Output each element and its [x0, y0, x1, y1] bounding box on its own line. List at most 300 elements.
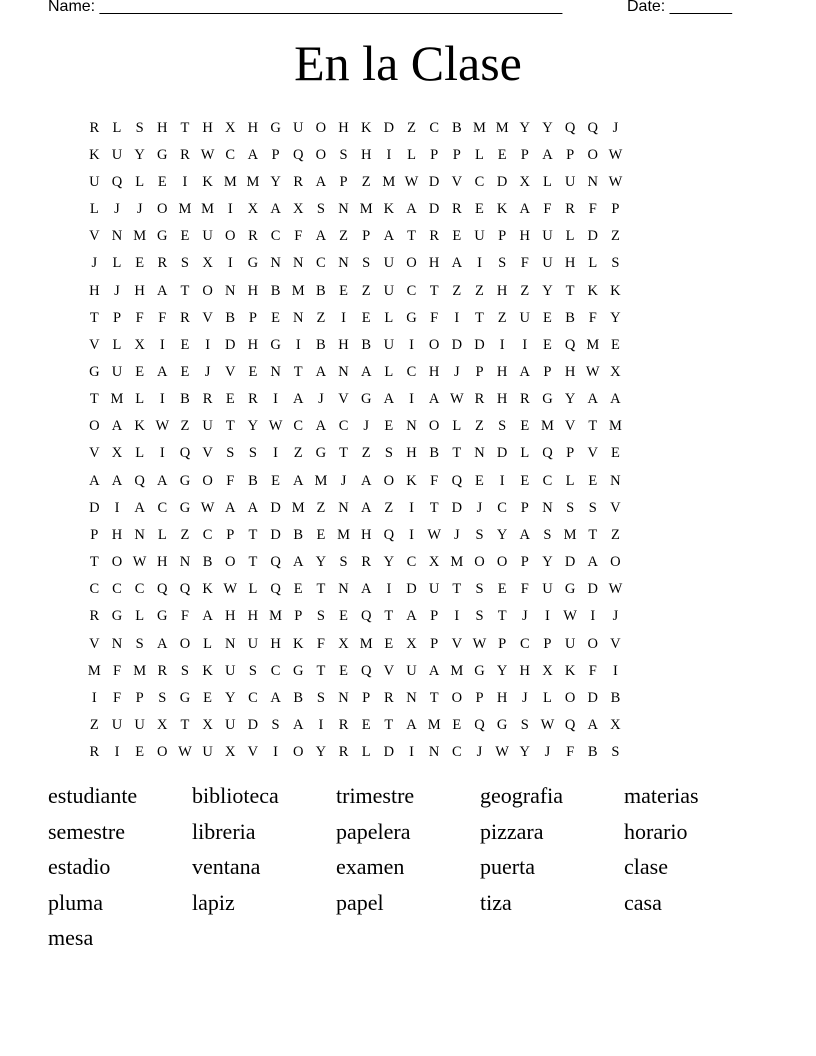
grid-letter: N	[338, 255, 349, 272]
grid-letter: A	[428, 391, 440, 408]
grid-letter: F	[588, 662, 597, 679]
page-title: En la Clase	[294, 35, 522, 91]
grid-letter: U	[564, 173, 576, 190]
grid-letter: J	[318, 391, 324, 408]
grid-letter: Q	[474, 717, 485, 734]
grid-letter: C	[542, 472, 553, 489]
grid-letter: X	[542, 662, 553, 679]
grid-letter: L	[565, 472, 575, 489]
grid-letter: T	[293, 363, 303, 380]
grid-letter: B	[361, 336, 372, 353]
grid-letter: E	[610, 445, 620, 462]
grid-letter: M	[608, 418, 622, 435]
grid-letter: Q	[564, 336, 576, 353]
grid-letter: M	[178, 201, 192, 218]
grid-letter: E	[361, 309, 371, 326]
grid-letter: E	[452, 228, 462, 245]
grid-letter: I	[159, 391, 165, 408]
grid-letter: P	[248, 309, 257, 326]
grid-letter: D	[383, 744, 395, 761]
grid-letter: P	[294, 608, 303, 625]
grid-letter: G	[157, 228, 168, 245]
word-list-item: casa	[624, 889, 662, 915]
grid-letter: J	[476, 499, 483, 516]
grid-letter: U	[225, 717, 236, 734]
word-list-item: puerta	[480, 854, 535, 880]
grid-letter: Q	[542, 445, 553, 462]
grid-letter: O	[157, 201, 168, 218]
grid-letter: M	[450, 554, 464, 571]
grid-letter: S	[611, 255, 620, 272]
grid-letter: P	[498, 228, 507, 245]
grid-letter: S	[543, 526, 552, 543]
grid-letter: M	[314, 472, 328, 489]
grid-letter: I	[454, 309, 460, 326]
grid-letter: T	[225, 418, 235, 435]
word-list-item: papelera	[336, 818, 411, 844]
grid-letter: S	[498, 255, 507, 272]
grid-letter: H	[225, 608, 236, 625]
grid-letter: O	[428, 336, 440, 353]
grid-letter: J	[363, 418, 370, 435]
grid-letter: L	[384, 363, 394, 380]
grid-letter: I	[273, 445, 278, 462]
grid-letter: U	[519, 309, 531, 326]
grid-letter: D	[496, 173, 508, 190]
grid-letter: T	[429, 689, 439, 706]
grid-letter: X	[111, 445, 123, 462]
grid-letter: V	[202, 309, 213, 326]
grid-letter: A	[292, 391, 304, 408]
grid-letter: A	[406, 717, 417, 734]
word-list-item: trimestre	[336, 783, 415, 808]
grid-letter: A	[383, 391, 395, 408]
grid-letter: A	[292, 554, 304, 571]
grid-letter: G	[89, 363, 100, 380]
grid-row	[83, 467, 627, 494]
grid-letter: C	[497, 499, 507, 516]
grid-letter: F	[316, 635, 325, 652]
grid-letter: M	[382, 173, 396, 190]
grid-letter: P	[430, 608, 439, 625]
grid-letter: X	[202, 717, 213, 734]
grid-letter: U	[564, 635, 576, 652]
grid-letter: M	[269, 608, 283, 625]
grid-letter: N	[270, 255, 281, 272]
grid-letter: B	[451, 119, 462, 136]
grid-row	[83, 304, 627, 331]
grid-letter: E	[610, 336, 620, 353]
grid-letter: A	[247, 499, 259, 516]
grid-letter: H	[157, 119, 168, 136]
grid-letter: G	[157, 146, 168, 163]
grid-letter: T	[497, 608, 507, 625]
grid-letter: Q	[360, 608, 372, 625]
grid-letter: Q	[179, 581, 191, 598]
grid-letter: D	[89, 499, 100, 516]
grid-letter: L	[135, 391, 145, 408]
grid-letter: A	[519, 526, 531, 543]
grid-letter: U	[542, 581, 553, 598]
grid-letter: L	[565, 228, 575, 245]
grid-letter: H	[564, 363, 576, 380]
grid-letter: C	[202, 526, 213, 543]
grid-letter: U	[474, 228, 485, 245]
grid-letter: R	[451, 201, 462, 218]
grid-letter: G	[315, 445, 327, 462]
grid-letter: L	[112, 336, 122, 353]
grid-letter: D	[383, 119, 395, 136]
grid-letter: G	[474, 662, 485, 679]
grid-letter: L	[112, 119, 122, 136]
grid-letter: S	[566, 499, 575, 516]
grid-letter: O	[315, 119, 327, 136]
grid-letter: N	[406, 689, 417, 706]
grid-letter: A	[428, 662, 440, 679]
grid-letter: I	[454, 608, 460, 625]
grid-letter: M	[563, 526, 577, 543]
grid-letter: F	[520, 581, 529, 598]
grid-letter: O	[225, 228, 236, 245]
grid-letter: N	[134, 526, 145, 543]
grid-letter: C	[89, 581, 100, 598]
grid-letter: K	[202, 173, 213, 190]
grid-letter: W	[155, 418, 170, 435]
grid-letter: H	[406, 445, 417, 462]
grid-letter: Q	[587, 119, 598, 136]
grid-row	[83, 223, 627, 250]
grid-letter: B	[316, 282, 326, 299]
grid-letter: J	[521, 608, 528, 625]
grid-letter: H	[270, 635, 281, 652]
grid-letter: C	[225, 146, 236, 163]
grid-letter: E	[384, 635, 394, 652]
header	[0, 0, 816, 20]
grid-letter: E	[293, 581, 303, 598]
grid-letter: H	[496, 689, 508, 706]
grid-letter: B	[316, 336, 326, 353]
grid-letter: S	[316, 689, 325, 706]
grid-letter: I	[545, 608, 550, 625]
grid-letter: O	[179, 635, 191, 652]
grid-letter: C	[270, 662, 281, 679]
grid-letter: A	[134, 499, 145, 516]
grid-letter: X	[406, 635, 417, 652]
word-list-item: pluma	[48, 889, 103, 915]
grid-row	[83, 630, 627, 657]
grid-letter: R	[338, 744, 349, 761]
grid-row	[83, 576, 627, 603]
word-list-item: biblioteca	[192, 783, 279, 808]
word-list-item: libreria	[192, 818, 256, 844]
grid-letter: N	[542, 499, 553, 516]
grid-letter: I	[409, 391, 414, 408]
word-list-item: semestre	[48, 818, 125, 844]
grid-letter: S	[271, 717, 280, 734]
grid-letter: M	[495, 119, 509, 136]
grid-letter: A	[292, 717, 304, 734]
grid-letter: B	[565, 309, 575, 326]
grid-letter: K	[383, 201, 395, 218]
grid-letter: O	[111, 554, 123, 571]
grid-letter: S	[611, 744, 620, 761]
grid-letter: V	[383, 662, 395, 679]
grid-letter: B	[587, 744, 598, 761]
grid-letter: M	[541, 418, 554, 435]
grid-letter: Z	[361, 445, 371, 462]
grid-letter: O	[428, 418, 440, 435]
grid-letter: N	[292, 255, 304, 272]
grid-letter: S	[135, 635, 144, 652]
grid-letter: E	[543, 336, 552, 353]
grid-letter: F	[135, 309, 144, 326]
grid-letter: E	[316, 526, 326, 543]
grid-letter: E	[475, 472, 484, 489]
grid-letter: N	[111, 635, 123, 652]
grid-letter: U	[292, 119, 304, 136]
word-list-item: horario	[624, 818, 688, 844]
grid-letter: A	[451, 255, 463, 272]
grid-letter: R	[180, 146, 190, 163]
grid-letter: A	[157, 282, 168, 299]
grid-letter: M	[110, 391, 124, 408]
grid-letter: L	[89, 201, 99, 218]
grid-letter: S	[248, 445, 257, 462]
word-list-item: examen	[336, 854, 405, 880]
word-list-item: ventana	[192, 854, 261, 880]
grid-letter: E	[384, 418, 394, 435]
grid-letter: R	[157, 255, 168, 272]
grid-row	[83, 168, 627, 195]
grid-letter: I	[295, 336, 301, 353]
grid-letter: T	[316, 581, 326, 598]
grid-letter: C	[248, 689, 258, 706]
grid-row	[83, 331, 627, 358]
grid-letter: M	[201, 201, 215, 218]
grid-letter: W	[200, 499, 215, 516]
grid-letter: C	[519, 635, 530, 652]
word-list-item: materias	[624, 783, 699, 808]
grid-letter: M	[359, 201, 373, 218]
grid-letter: G	[179, 472, 191, 489]
grid-letter: T	[565, 282, 575, 299]
grid-letter: J	[612, 119, 619, 136]
grid-letter: A	[247, 146, 259, 163]
grid-letter: U	[134, 717, 145, 734]
grid-letter: F	[520, 255, 529, 272]
grid-letter: L	[543, 689, 552, 706]
grid-row	[83, 413, 627, 440]
grid-letter: W	[427, 526, 442, 543]
grid-letter: M	[87, 662, 101, 679]
grid-letter: I	[522, 336, 528, 353]
grid-letter: O	[406, 255, 417, 272]
grid-letter: G	[247, 255, 259, 272]
grid-letter: N	[587, 173, 598, 190]
grid-letter: P	[362, 228, 371, 245]
grid-letter: O	[474, 554, 485, 571]
grid-letter: C	[451, 744, 462, 761]
grid-letter: O	[383, 472, 395, 489]
grid-letter: D	[428, 173, 440, 190]
grid-letter: R	[293, 173, 304, 190]
grid-letter: W	[178, 744, 192, 761]
grid-letter: B	[610, 689, 621, 706]
grid-letter: A	[587, 554, 598, 571]
grid-letter: H	[134, 282, 145, 299]
grid-letter: S	[316, 201, 325, 218]
grid-letter: N	[292, 309, 304, 326]
grid-letter: Q	[157, 581, 168, 598]
grid-letter: E	[543, 309, 552, 326]
word-list	[48, 780, 768, 958]
grid-letter: E	[203, 689, 213, 706]
grid-letter: H	[496, 282, 508, 299]
grid-letter: G	[270, 119, 281, 136]
grid-letter: M	[450, 662, 464, 679]
grid-letter: A	[111, 418, 123, 435]
grid-letter: S	[180, 662, 189, 679]
grid-letter: Q	[564, 119, 576, 136]
grid-letter: P	[520, 146, 529, 163]
grid-letter: H	[428, 363, 440, 380]
grid-letter: J	[612, 608, 619, 625]
grid-letter: H	[519, 228, 531, 245]
grid-letter: O	[587, 635, 598, 652]
grid-letter: V	[610, 635, 621, 652]
grid-letter: Z	[475, 282, 484, 299]
grid-letter: V	[338, 391, 349, 408]
grid-letter: I	[273, 744, 278, 761]
grid-letter: F	[588, 201, 597, 218]
word-search-grid	[83, 114, 627, 766]
grid-letter: P	[226, 526, 235, 543]
grid-letter: C	[112, 581, 122, 598]
grid-letter: E	[248, 363, 258, 380]
word-list-item: lapiz	[192, 889, 235, 915]
grid-letter: M	[586, 336, 600, 353]
grid-letter: E	[135, 255, 145, 272]
word-list-item: estadio	[48, 854, 111, 880]
grid-letter: Q	[451, 472, 463, 489]
grid-letter: I	[409, 526, 414, 543]
grid-letter: C	[270, 228, 281, 245]
grid-row	[83, 657, 627, 684]
grid-letter: D	[270, 499, 281, 516]
grid-letter: O	[451, 689, 463, 706]
grid-letter: L	[361, 744, 371, 761]
grid-letter: S	[362, 255, 371, 272]
grid-letter: Y	[315, 744, 327, 761]
word-list-item: clase	[624, 854, 668, 880]
grid-letter: L	[384, 309, 394, 326]
grid-letter: E	[361, 717, 371, 734]
grid-letter: E	[135, 363, 145, 380]
grid-letter: A	[315, 363, 327, 380]
grid-letter: W	[608, 146, 623, 163]
grid-letter: J	[204, 363, 211, 380]
grid-letter: D	[587, 689, 598, 706]
grid-letter: X	[610, 363, 621, 380]
grid-letter: C	[316, 255, 326, 272]
grid-letter: R	[89, 119, 100, 136]
grid-letter: I	[386, 146, 392, 163]
grid-letter: N	[225, 635, 236, 652]
grid-letter: D	[225, 336, 236, 353]
grid-letter: F	[112, 689, 122, 706]
grid-letter: V	[202, 445, 213, 462]
grid-letter: A	[270, 689, 281, 706]
grid-letter: E	[520, 418, 530, 435]
grid-letter: K	[360, 119, 372, 136]
grid-letter: E	[520, 472, 530, 489]
grid-letter: X	[225, 119, 236, 136]
grid-letter: A	[111, 472, 123, 489]
grid-letter: I	[477, 255, 482, 272]
grid-letter: H	[360, 146, 372, 163]
grid-row	[83, 440, 627, 467]
grid-letter: R	[248, 228, 258, 245]
grid-letter: C	[406, 363, 417, 380]
grid-letter: R	[202, 391, 213, 408]
grid-letter: G	[406, 309, 417, 326]
grid-letter: M	[133, 228, 147, 245]
grid-letter: L	[407, 146, 416, 163]
grid-letter: M	[427, 717, 441, 734]
grid-letter: S	[135, 119, 144, 136]
grid-letter: Y	[610, 309, 621, 326]
grid-letter: H	[564, 255, 576, 272]
grid-letter: Z	[497, 309, 507, 326]
grid-letter: O	[610, 554, 621, 571]
grid-letter: Z	[361, 282, 371, 299]
grid-letter: M	[291, 282, 305, 299]
grid-letter: W	[608, 581, 623, 598]
grid-letter: P	[475, 363, 484, 380]
grid-letter: E	[497, 146, 507, 163]
grid-letter: W	[223, 581, 238, 598]
grid-row	[83, 114, 627, 141]
grid-letter: X	[519, 173, 531, 190]
grid-row	[83, 711, 627, 738]
grid-letter: I	[613, 662, 618, 679]
grid-letter: G	[542, 391, 553, 408]
grid-letter: V	[587, 445, 598, 462]
grid-letter: E	[135, 744, 145, 761]
grid-letter: G	[270, 336, 281, 353]
grid-letter: T	[429, 499, 439, 516]
grid-row	[83, 141, 627, 168]
grid-letter: N	[338, 581, 349, 598]
grid-letter: Y	[496, 662, 508, 679]
grid-letter: E	[225, 391, 235, 408]
grid-letter: V	[247, 744, 259, 761]
grid-letter: Y	[519, 744, 531, 761]
word-list-item: estudiante	[48, 783, 138, 808]
grid-letter: K	[587, 282, 598, 299]
grid-letter: S	[316, 608, 325, 625]
grid-letter: Z	[339, 228, 348, 245]
grid-letter: T	[384, 608, 394, 625]
grid-letter: H	[338, 119, 349, 136]
grid-letter: H	[496, 363, 508, 380]
grid-letter: W	[132, 554, 147, 571]
grid-letter: V	[89, 445, 100, 462]
grid-letter: L	[157, 526, 167, 543]
grid-letter: I	[409, 744, 414, 761]
grid-letter: D	[564, 554, 576, 571]
grid-letter: K	[610, 282, 621, 299]
